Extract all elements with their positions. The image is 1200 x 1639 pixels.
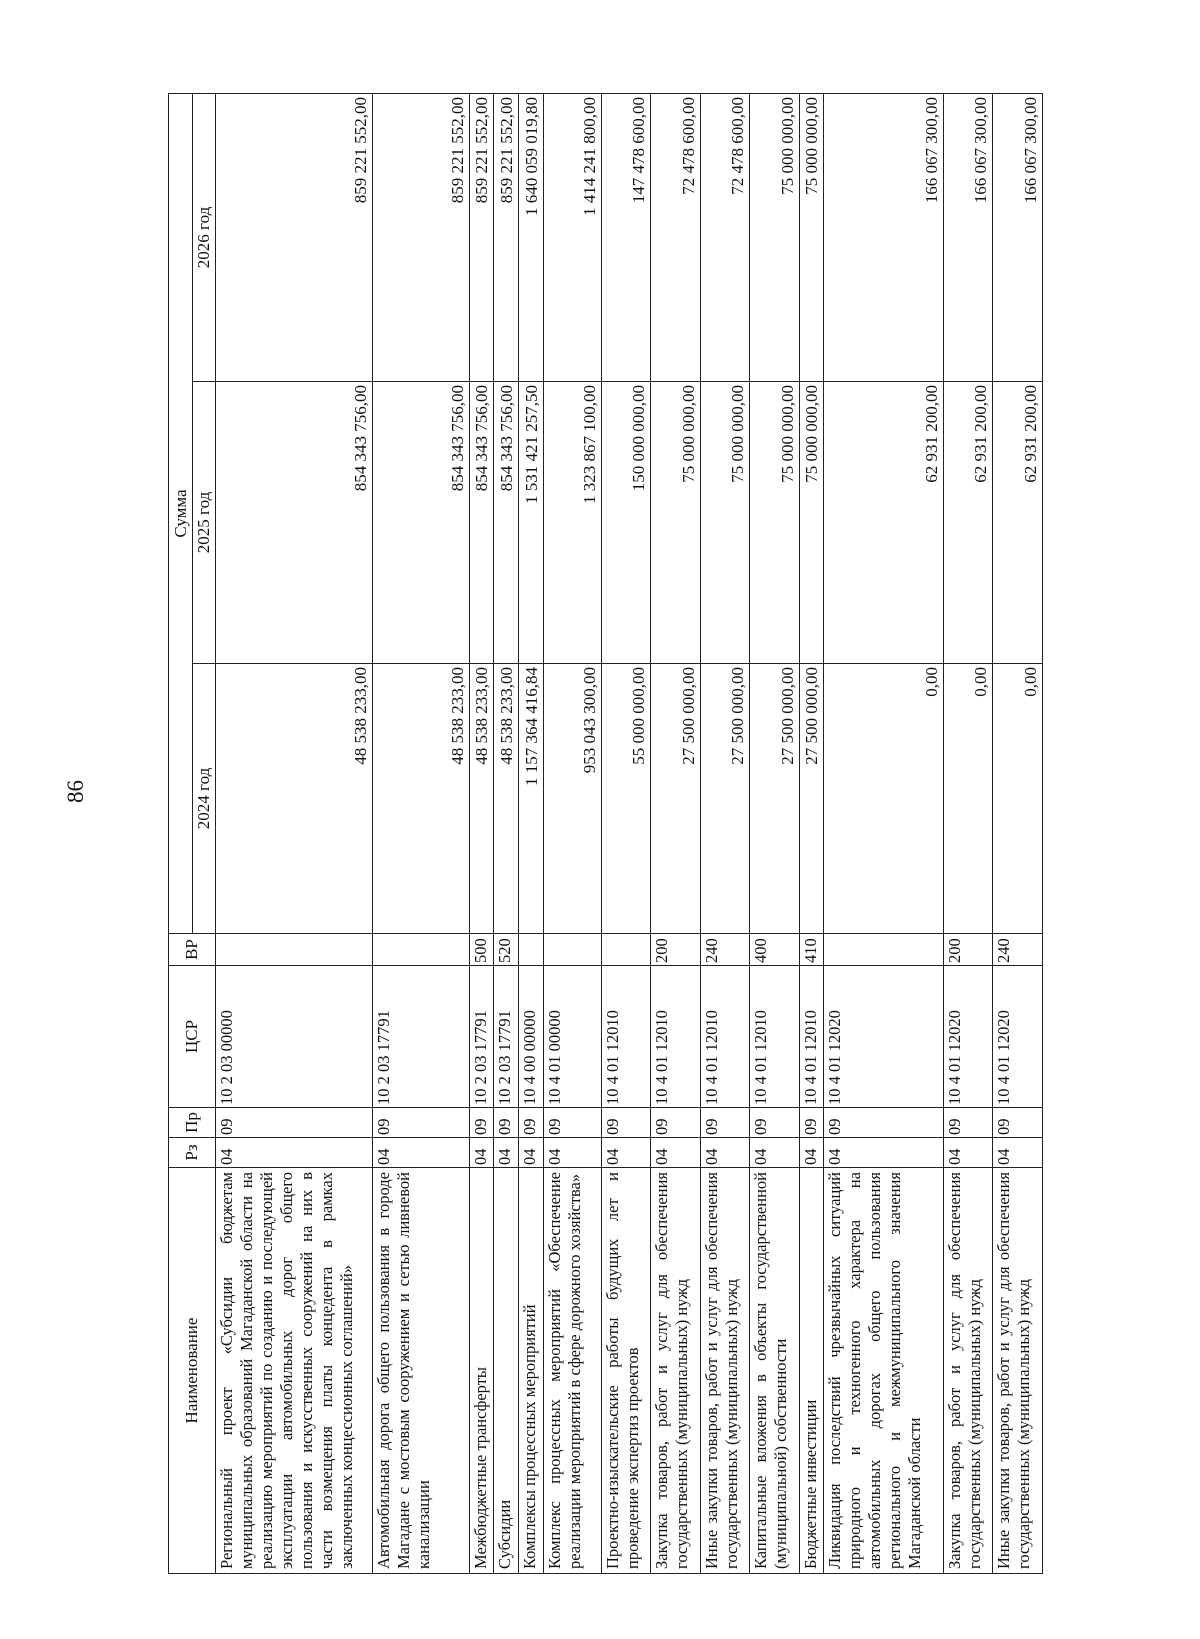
table-body bbox=[216, 94, 1043, 1574]
row-csr: 10 2 03 17791 bbox=[469, 966, 494, 1108]
row-sum-2024: 27 500 000,00 bbox=[750, 664, 799, 934]
row-sum-2024: 55 000 000,00 bbox=[601, 664, 650, 934]
row-sum-2025: 150 000 000,00 bbox=[601, 382, 650, 664]
row-vr bbox=[543, 934, 601, 966]
row-sum-2026: 1 414 241 800,00 bbox=[543, 94, 601, 382]
row-sum-2025: 62 931 200,00 bbox=[824, 382, 944, 664]
table-row bbox=[700, 94, 749, 1574]
row-sum-2024: 27 500 000,00 bbox=[799, 664, 824, 934]
row-name: Бюджетные инвестиции bbox=[799, 1168, 824, 1574]
row-pr: 09 bbox=[993, 1108, 1043, 1138]
header-2024: 2024 год bbox=[193, 664, 216, 934]
row-rz: 04 bbox=[700, 1138, 749, 1168]
row-sum-2025: 854 343 756,00 bbox=[216, 382, 373, 664]
row-pr: 09 bbox=[601, 1108, 650, 1138]
row-sum-2026: 147 478 600,00 bbox=[601, 94, 650, 382]
row-vr bbox=[216, 934, 373, 966]
row-sum-2024: 1 157 364 416,84 bbox=[519, 664, 544, 934]
row-csr: 10 2 03 17791 bbox=[372, 966, 469, 1108]
row-rz: 04 bbox=[519, 1138, 544, 1168]
table-row bbox=[799, 94, 824, 1574]
header-vr: ВР bbox=[169, 934, 216, 966]
table-row bbox=[993, 94, 1043, 1574]
row-name: Межбюджетные трансферты bbox=[469, 1168, 494, 1574]
row-sum-2025: 1 323 867 100,00 bbox=[543, 382, 601, 664]
row-sum-2025: 75 000 000,00 bbox=[750, 382, 799, 664]
table-row bbox=[469, 94, 494, 1574]
row-name: Капитальные вложения в объекты государственной (муниципальной) собственности bbox=[750, 1168, 799, 1574]
row-pr: 09 bbox=[799, 1108, 824, 1138]
row-sum-2026: 75 000 000,00 bbox=[799, 94, 824, 382]
row-csr: 10 4 01 12020 bbox=[824, 966, 944, 1108]
row-sum-2026: 72 478 600,00 bbox=[700, 94, 749, 382]
header-csr: ЦСР bbox=[169, 966, 216, 1108]
row-sum-2024: 0,00 bbox=[943, 664, 992, 934]
row-sum-2025: 75 000 000,00 bbox=[700, 382, 749, 664]
row-csr: 10 4 01 12010 bbox=[750, 966, 799, 1108]
row-sum-2024: 27 500 000,00 bbox=[700, 664, 749, 934]
table-row bbox=[943, 94, 992, 1574]
row-pr: 09 bbox=[469, 1108, 494, 1138]
row-name: Иные закупки товаров, работ и услуг для обеспечения государственных (муниципальных) нужд bbox=[993, 1168, 1043, 1574]
row-csr: 10 4 01 12010 bbox=[700, 966, 749, 1108]
row-csr: 10 2 03 17791 bbox=[494, 966, 519, 1108]
row-vr: 240 bbox=[993, 934, 1043, 966]
row-pr: 09 bbox=[543, 1108, 601, 1138]
row-sum-2025: 62 931 200,00 bbox=[993, 382, 1043, 664]
row-name: Закупка товаров, работ и услуг для обеспечения государственных (муниципальных) нужд bbox=[651, 1168, 700, 1574]
row-rz: 04 bbox=[799, 1138, 824, 1168]
row-rz: 04 bbox=[372, 1138, 469, 1168]
row-sum-2026: 75 000 000,00 bbox=[750, 94, 799, 382]
row-vr bbox=[372, 934, 469, 966]
row-sum-2025: 1 531 421 257,50 bbox=[519, 382, 544, 664]
row-sum-2025: 75 000 000,00 bbox=[651, 382, 700, 664]
table-row bbox=[519, 94, 544, 1574]
header-sum: Сумма bbox=[169, 94, 193, 934]
row-name: Проектно-изыскательские работы будущих лет и проведение экспертиз проектов bbox=[601, 1168, 650, 1574]
row-csr: 10 4 01 12020 bbox=[943, 966, 992, 1108]
row-rz: 04 bbox=[824, 1138, 944, 1168]
row-csr: 10 4 01 12010 bbox=[651, 966, 700, 1108]
row-pr: 09 bbox=[824, 1108, 944, 1138]
row-name: Закупка товаров, работ и услуг для обеспечения государственных (муниципальных) нужд bbox=[943, 1168, 992, 1574]
table-row bbox=[543, 94, 601, 1574]
row-sum-2026: 859 221 552,00 bbox=[216, 94, 373, 382]
row-pr: 09 bbox=[216, 1108, 373, 1138]
row-rz: 04 bbox=[651, 1138, 700, 1168]
row-sum-2025: 854 343 756,00 bbox=[469, 382, 494, 664]
header-2026: 2026 год bbox=[193, 94, 216, 382]
row-name: Комплексы процессных мероприятий bbox=[519, 1168, 544, 1574]
row-rz: 04 bbox=[543, 1138, 601, 1168]
row-sum-2024: 48 538 233,00 bbox=[216, 664, 373, 934]
row-sum-2026: 166 067 300,00 bbox=[943, 94, 992, 382]
row-csr: 10 4 01 00000 bbox=[543, 966, 601, 1108]
row-rz: 04 bbox=[993, 1138, 1043, 1168]
row-pr: 09 bbox=[700, 1108, 749, 1138]
table-row bbox=[651, 94, 700, 1574]
row-sum-2024: 48 538 233,00 bbox=[469, 664, 494, 934]
row-sum-2025: 62 931 200,00 bbox=[943, 382, 992, 664]
table-row bbox=[601, 94, 650, 1574]
row-sum-2026: 859 221 552,00 bbox=[372, 94, 469, 382]
table-row bbox=[372, 94, 469, 1574]
row-vr: 200 bbox=[651, 934, 700, 966]
row-vr: 500 bbox=[469, 934, 494, 966]
row-csr: 10 4 01 12010 bbox=[601, 966, 650, 1108]
budget-table bbox=[168, 93, 1043, 1574]
header-2025: 2025 год bbox=[193, 382, 216, 664]
row-pr: 09 bbox=[519, 1108, 544, 1138]
row-name: Автомобильная дорога общего пользования в городе Магадане с мостовым сооружением и сетью ливневой канализации bbox=[372, 1168, 469, 1574]
row-pr: 09 bbox=[494, 1108, 519, 1138]
row-rz: 04 bbox=[601, 1138, 650, 1168]
row-sum-2025: 854 343 756,00 bbox=[372, 382, 469, 664]
row-pr: 09 bbox=[943, 1108, 992, 1138]
row-sum-2024: 48 538 233,00 bbox=[372, 664, 469, 934]
row-sum-2024: 0,00 bbox=[824, 664, 944, 934]
row-vr: 240 bbox=[700, 934, 749, 966]
row-rz: 04 bbox=[494, 1138, 519, 1168]
table-row bbox=[750, 94, 799, 1574]
row-rz: 04 bbox=[750, 1138, 799, 1168]
row-name: Иные закупки товаров, работ и услуг для обеспечения государственных (муниципальных) нужд bbox=[700, 1168, 749, 1574]
row-sum-2024: 953 043 300,00 bbox=[543, 664, 601, 934]
row-vr bbox=[824, 934, 944, 966]
table-row bbox=[824, 94, 944, 1574]
table-row bbox=[216, 94, 373, 1574]
row-name: Региональный проект «Субсидии бюджетам муниципальных образований Магаданской области на реализацию мероприятий по созданию и последующей эксплуатации автомобильных дорог общего пользования и искусственных сооружений на них в части возмещения платы концедента в рамках заключенных концессионных соглашений» bbox=[216, 1168, 373, 1574]
row-pr: 09 bbox=[372, 1108, 469, 1138]
row-sum-2026: 72 478 600,00 bbox=[651, 94, 700, 382]
row-rz: 04 bbox=[943, 1138, 992, 1168]
row-name: Комплекс процессных мероприятий «Обеспечение реализации мероприятий в сфере дорожного хозяйства» bbox=[543, 1168, 601, 1574]
row-sum-2026: 166 067 300,00 bbox=[993, 94, 1043, 382]
header-pr: Пр bbox=[169, 1108, 216, 1138]
rotated-table-container bbox=[168, 94, 1043, 1574]
row-pr: 09 bbox=[750, 1108, 799, 1138]
table-row bbox=[494, 94, 519, 1574]
header-row-1 bbox=[169, 94, 193, 1574]
row-csr: 10 2 03 00000 bbox=[216, 966, 373, 1108]
row-vr bbox=[519, 934, 544, 966]
header-rz: Рз bbox=[169, 1138, 216, 1168]
row-sum-2024: 0,00 bbox=[993, 664, 1043, 934]
row-rz: 04 bbox=[469, 1138, 494, 1168]
row-rz: 04 bbox=[216, 1138, 373, 1168]
row-sum-2024: 27 500 000,00 bbox=[651, 664, 700, 934]
row-sum-2025: 75 000 000,00 bbox=[799, 382, 824, 664]
row-sum-2026: 859 221 552,00 bbox=[494, 94, 519, 382]
row-sum-2024: 48 538 233,00 bbox=[494, 664, 519, 934]
row-csr: 10 4 01 12010 bbox=[799, 966, 824, 1108]
row-sum-2026: 859 221 552,00 bbox=[469, 94, 494, 382]
row-pr: 09 bbox=[651, 1108, 700, 1138]
row-sum-2026: 1 640 059 019,80 bbox=[519, 94, 544, 382]
row-vr: 520 bbox=[494, 934, 519, 966]
row-csr: 10 4 01 12020 bbox=[993, 966, 1043, 1108]
row-vr: 200 bbox=[943, 934, 992, 966]
page-number: 86 bbox=[63, 780, 88, 803]
row-sum-2026: 166 067 300,00 bbox=[824, 94, 944, 382]
row-name: Субсидии bbox=[494, 1168, 519, 1574]
row-sum-2025: 854 343 756,00 bbox=[494, 382, 519, 664]
header-name: Наименование bbox=[169, 1168, 216, 1574]
row-csr: 10 4 00 00000 bbox=[519, 966, 544, 1108]
row-vr: 400 bbox=[750, 934, 799, 966]
row-vr: 410 bbox=[799, 934, 824, 966]
row-name: Ликвидация последствий чрезвычайных ситуаций природного и техногенного характера на автомобильных дорогах общего пользования регионального и межмуниципального значения Магаданской области bbox=[824, 1168, 944, 1574]
row-vr bbox=[601, 934, 650, 966]
